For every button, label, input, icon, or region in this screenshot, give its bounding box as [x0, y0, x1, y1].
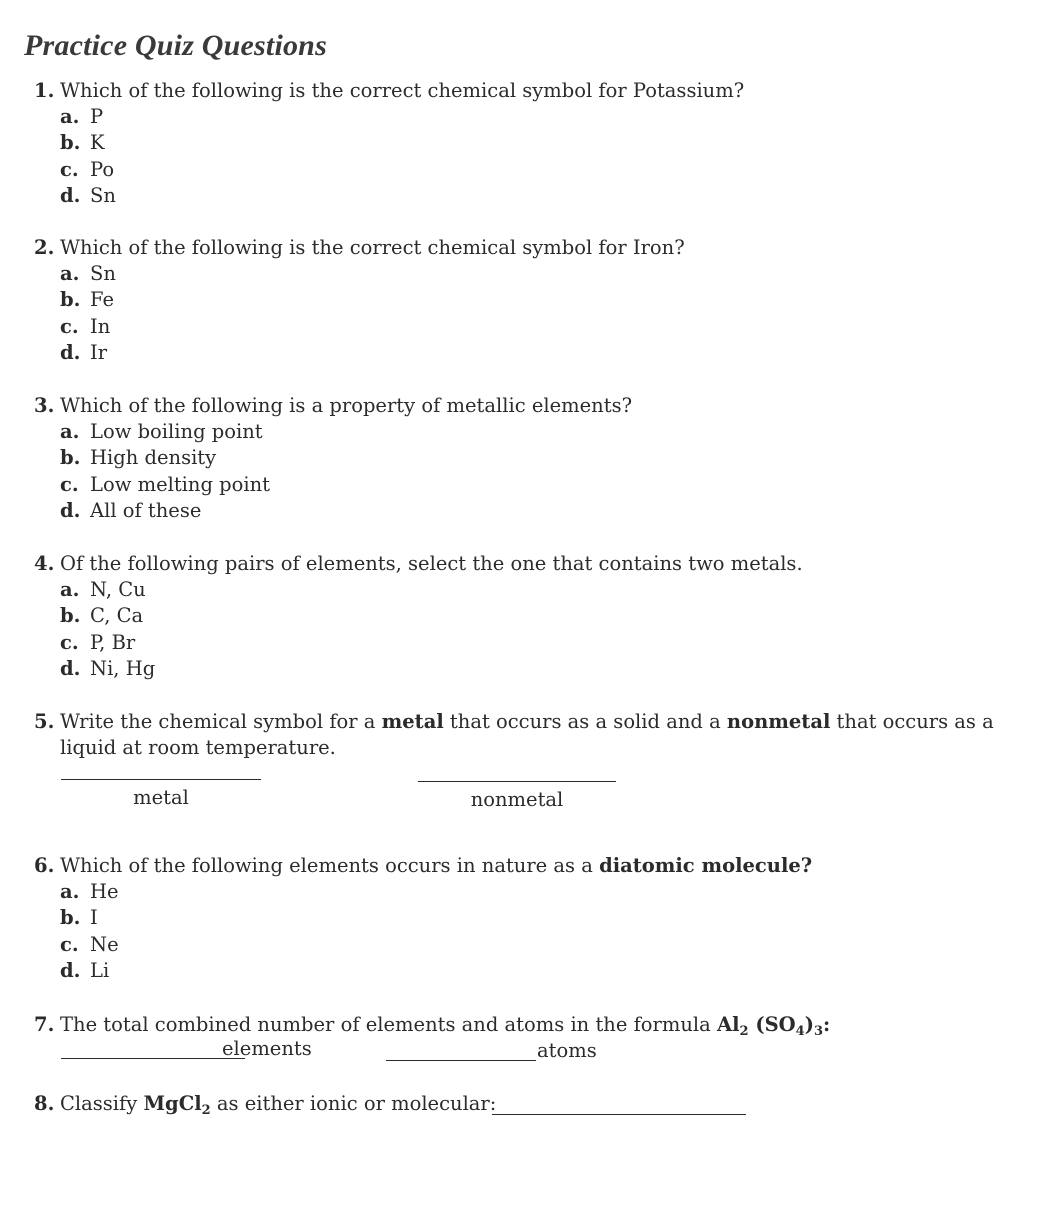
option-c[interactable] [60, 932, 1024, 958]
option-text: Ni, Hg [90, 656, 156, 680]
question-number: 2. [34, 236, 55, 259]
question-number: 4. [34, 552, 55, 575]
option-letter: d. [60, 340, 81, 364]
question-number: 3. [34, 394, 55, 417]
option-d[interactable] [60, 656, 1024, 682]
option-a[interactable] [60, 104, 1024, 130]
option-a[interactable] [60, 261, 1024, 287]
question-text: Classify MgCl$_2$ as either ionic or molecular: [60, 1092, 497, 1118]
option-b[interactable] [60, 603, 1024, 629]
page-title: Practice Quiz Questions [24, 29, 327, 62]
option-letter: a. [60, 578, 80, 601]
option-text: Po [90, 157, 115, 181]
question-4 [34, 551, 1024, 682]
option-d[interactable] [60, 958, 1024, 984]
option-a[interactable] [60, 879, 1024, 905]
question-5 [34, 709, 1024, 819]
option-d[interactable] [60, 183, 1024, 209]
atoms-label: atoms [537, 1039, 597, 1062]
option-text: P [90, 105, 104, 128]
option-text: K [90, 131, 105, 155]
nonmetal-caption: nonmetal [470, 788, 564, 811]
question-text: Which of the following elements occurs in nature as a diatomic molecule? [60, 854, 813, 877]
option-b[interactable] [60, 445, 1024, 471]
option-text: Sn [90, 262, 116, 285]
formula: $Al_2$ $(SO_4)_3$: [716, 1013, 831, 1039]
option-text: Li [90, 958, 110, 982]
question-number: 1. [34, 79, 55, 102]
option-letter: a. [60, 880, 80, 903]
classification-answer-blank[interactable] [492, 1114, 746, 1115]
formula: MgCl$_2$ [143, 1092, 211, 1118]
option-c[interactable] [60, 314, 1024, 340]
question-6 [34, 853, 1024, 984]
option-a[interactable] [60, 419, 1024, 445]
option-list [34, 577, 1024, 682]
option-text: P, Br [90, 630, 136, 654]
option-letter: b. [60, 906, 81, 930]
metal-answer-blank[interactable] [61, 779, 261, 780]
option-letter: c. [60, 630, 79, 654]
option-text: N, Cu [90, 578, 146, 601]
option-letter: c. [60, 314, 79, 338]
option-letter: c. [60, 932, 79, 956]
question-1 [34, 78, 1024, 209]
question-text: Which of the following is the correct chemical symbol for Iron? [60, 236, 685, 259]
question-text: The total combined number of elements and atoms in the formula $Al_2$ $(SO_4)_3$: [60, 1013, 831, 1039]
option-letter: a. [60, 420, 80, 443]
question-text: Write the chemical symbol for a metal that occurs as a solid and a nonmetal that occurs as a liquid at room temperature. [60, 710, 994, 759]
question-number: 6. [34, 854, 55, 877]
option-letter: d. [60, 498, 81, 522]
question-number: 5. [34, 710, 55, 733]
option-letter: b. [60, 288, 81, 312]
option-letter: b. [60, 131, 81, 155]
option-letter: d. [60, 656, 81, 680]
option-text: Fe [90, 288, 115, 312]
option-text: All of these [90, 498, 202, 522]
question-3 [34, 393, 1024, 524]
option-letter: a. [60, 105, 80, 128]
option-c[interactable] [60, 472, 1024, 498]
question-2 [34, 235, 1024, 366]
option-text: Ir [90, 340, 108, 364]
atoms-answer-blank[interactable] [386, 1060, 536, 1061]
option-text: I [90, 906, 98, 930]
option-a[interactable] [60, 577, 1024, 603]
metal-caption: metal [133, 786, 189, 809]
elements-label: elements [222, 1037, 312, 1060]
option-list [34, 879, 1024, 984]
option-list [34, 419, 1024, 524]
nonmetal-answer-blank[interactable] [418, 781, 616, 782]
question-number: 8. [34, 1092, 55, 1115]
option-c[interactable] [60, 630, 1024, 656]
question-number: 7. [34, 1013, 55, 1036]
question-7 [34, 1012, 1024, 1072]
question-8 [34, 1091, 1024, 1123]
option-letter: c. [60, 472, 79, 496]
option-b[interactable] [60, 287, 1024, 313]
option-b[interactable] [60, 905, 1024, 931]
option-text: Ne [90, 932, 119, 956]
option-b[interactable] [60, 130, 1024, 156]
option-text: Low boiling point [90, 420, 263, 443]
question-text: Which of the following is the correct chemical symbol for Potassium? [60, 79, 745, 102]
option-list [34, 104, 1024, 209]
option-letter: b. [60, 604, 81, 628]
option-text: High density [90, 446, 217, 470]
option-text: Low melting point [90, 472, 271, 496]
question-text: Which of the following is a property of metallic elements? [60, 394, 633, 417]
option-d[interactable] [60, 498, 1024, 524]
option-letter: b. [60, 446, 81, 470]
option-letter: a. [60, 262, 80, 285]
option-text: In [90, 314, 111, 338]
option-text: Sn [90, 183, 116, 207]
option-list [34, 261, 1024, 366]
option-letter: d. [60, 183, 81, 207]
option-letter: c. [60, 157, 79, 181]
option-d[interactable] [60, 340, 1024, 366]
elements-answer-blank[interactable] [61, 1058, 245, 1059]
option-c[interactable] [60, 157, 1024, 183]
option-text: C, Ca [90, 604, 144, 628]
question-text: Of the following pairs of elements, select the one that contains two metals. [60, 552, 803, 575]
option-letter: d. [60, 958, 81, 982]
option-text: He [90, 880, 119, 903]
